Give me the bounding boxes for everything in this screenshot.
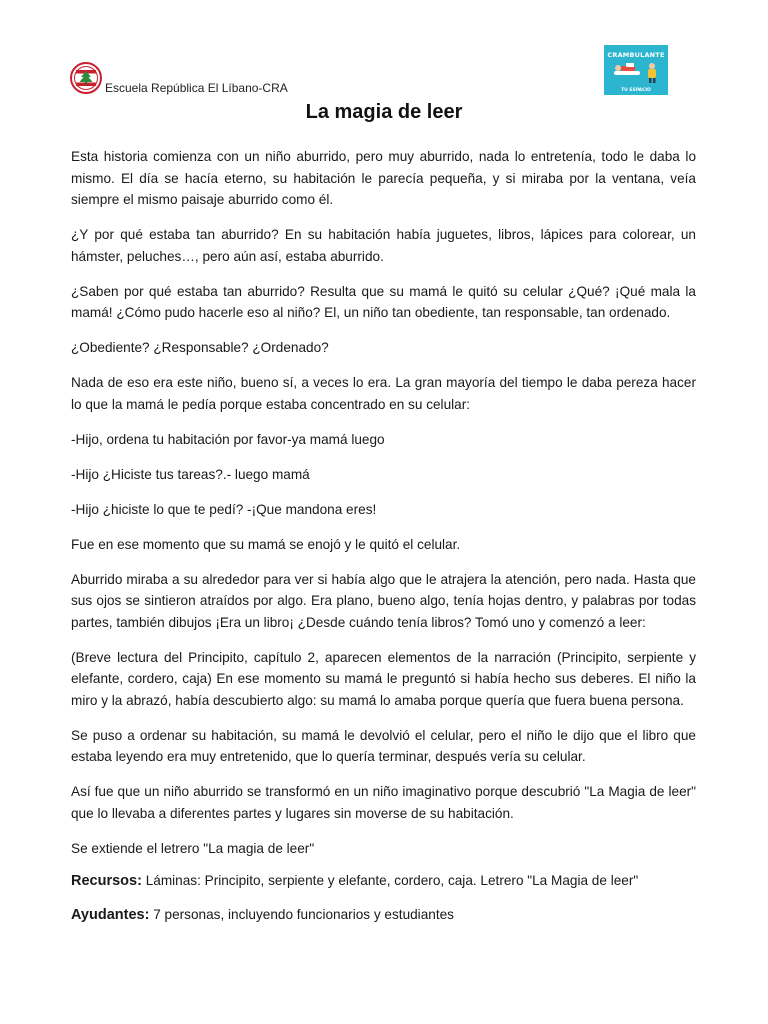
paragraph: (Breve lectura del Principito, capítulo 2, aparecen elementos de la narración (Principito, serpiente y elefante, cordero, caja) En ese momento su mamá le preguntó si había hecho sus deberes. El niño la miro y la abrazó, había descubierto algo: su mamá lo amaba porque quería que fuera buena persona.	[71, 649, 696, 708]
dialogue-line: -Hijo ¿Hiciste tus tareas?.- luego mamá	[71, 466, 310, 482]
paragraph: Aburrido miraba a su alrededor para ver si había algo que le atrajera la atención, pero nada. Hasta que sus ojos se sintieron atraídos por algo. Era plano, bueno algo, tenía hojas dentro, y palabras por todas partes, también dibujos ¡Era un libro¡ ¿Desde cuándo tenía libros? Tomó uno y comenzó a leer:	[71, 571, 696, 630]
ayudantes-line	[71, 904, 696, 927]
recursos-label: Recursos:	[71, 873, 142, 889]
paragraph: Se puso a ordenar su habitación, su mamá le devolvió el celular, pero el niño le dijo que el libro que estaba leyendo era muy entretenido, que lo quería terminar, después vería su celular.	[71, 727, 696, 764]
ayudantes-text: 7 personas, incluyendo funcionarios y estudiantes	[149, 906, 454, 922]
recursos-line	[71, 870, 696, 893]
dialogue-line: -Hijo ¿hiciste lo que te pedí? -¡Que mandona eres!	[71, 501, 377, 517]
paragraph: ¿Y por qué estaba tan aburrido? En su habitación había juguetes, libros, lápices para colorear, un hámster, peluches…, pero aún así, estaba aburrido.	[71, 227, 696, 264]
dialogue-line: -Hijo, ordena tu habitación por favor-ya mamá luego	[71, 431, 385, 447]
paragraph: Esta historia comienza con un niño aburrido, pero muy aburrido, nada lo entretenía, todo le daba lo mismo. El día se hacía eterno, su habitación le parecía pequeña, y si miraba por la ventana, veía siempre el mismo paisaje aburrido como él.	[71, 149, 696, 207]
badge-subtitle: TU ESPACIO	[621, 88, 651, 93]
badge-title: CRAMBULANTE	[607, 51, 665, 59]
ayudantes-label: Ayudantes:	[71, 906, 150, 923]
paragraph: Se extiende el letrero "La magia de leer"	[71, 840, 315, 856]
paragraph: ¿Saben por qué estaba tan aburrido? Resulta que su mamá le quitó su celular ¿Qué? ¡Qué mala la mamá! ¿Cómo pudo hacerle eso al niño? El, un niño tan obediente, tan responsable, tan ordenado.	[71, 283, 696, 320]
lebanon-cedar-seal-icon	[70, 62, 102, 94]
page-title: La magia de leer	[305, 101, 463, 123]
paragraph: Nada de eso era este niño, bueno sí, a veces lo era. La gran mayoría del tiempo le daba pereza hacer lo que la mamá le pedía porque estaba concentrado en su celular:	[71, 375, 696, 412]
paragraph: Así fue que un niño aburrido se transformó en un niño imaginativo porque descubrió "La Magia de leer" que lo llevaba a diferentes partes y lugares sin moverse de su habitación.	[71, 784, 696, 821]
crambulante-logo-icon	[604, 45, 668, 95]
story-body	[71, 146, 696, 937]
paragraph: ¿Obediente? ¿Responsable? ¿Ordenado?	[71, 340, 329, 355]
paragraph: Fue en ese momento que su mamá se enojó y le quitó el celular.	[71, 536, 461, 552]
school-name: Escuela República El Líbano-CRA	[105, 81, 288, 95]
recursos-text: Láminas: Principito, serpiente y elefante, cordero, caja. Letrero "La Magia de leer"	[141, 873, 639, 888]
